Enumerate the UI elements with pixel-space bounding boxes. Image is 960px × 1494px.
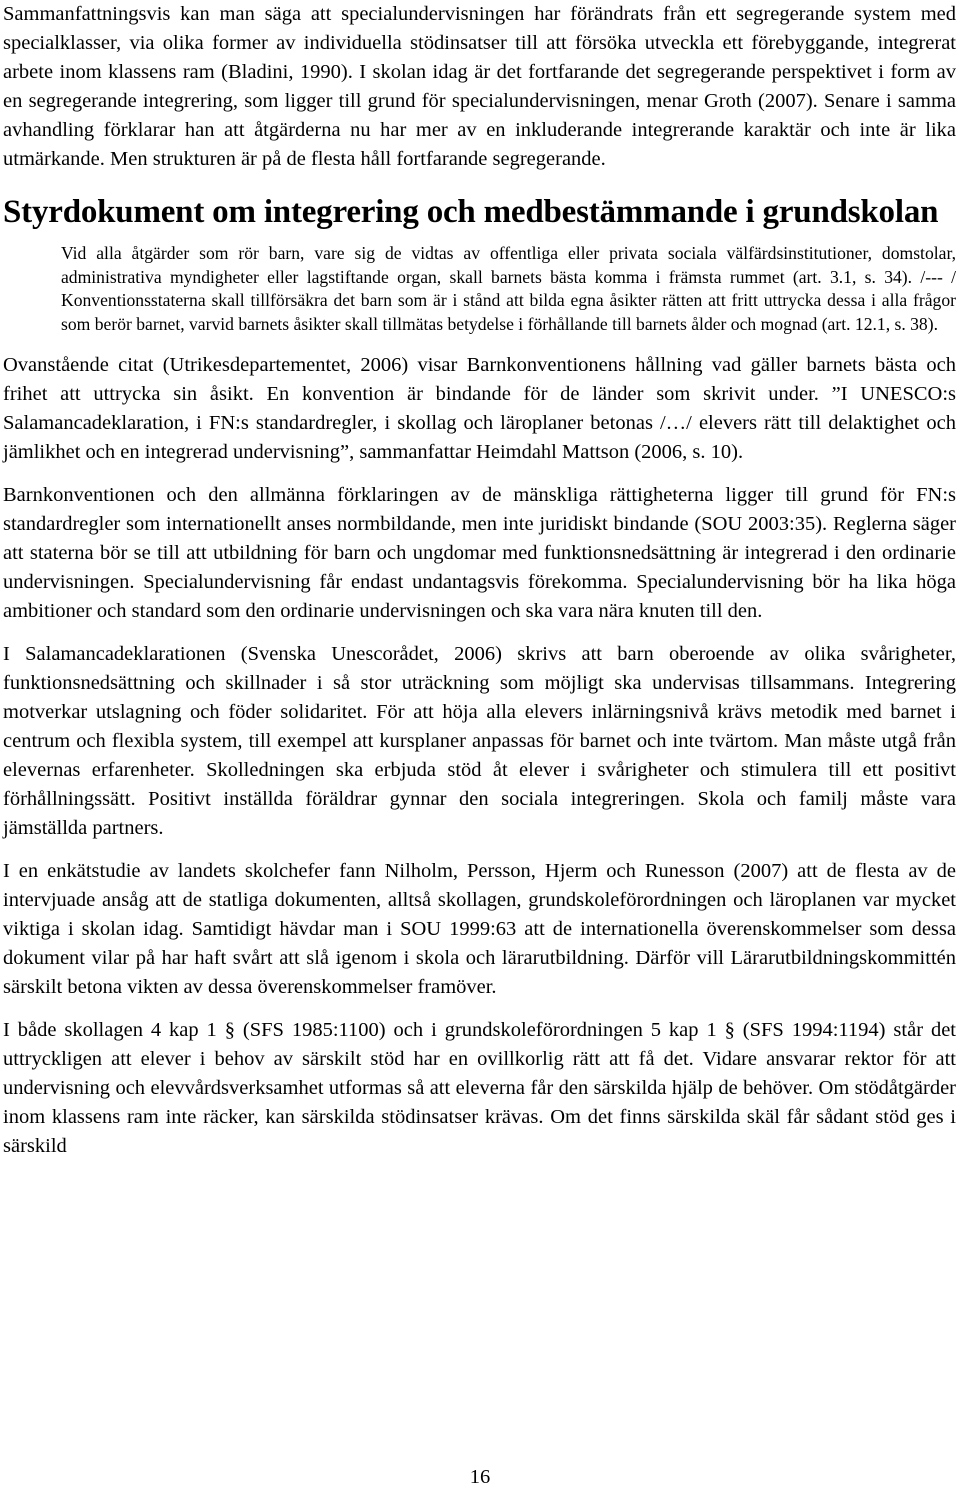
paragraph-skollagen: I både skollagen 4 kap 1 § (SFS 1985:1100) och i grundskoleförordningen 5 kap 1 § (SFS 1994:1194) står det uttryckligen att elever i behov av särskilt stöd har en ovillkorlig rätt att få det. Vidare ansvarar rektor för att undervisning och elevvårdsverksamhet utformas så att eleverna får den särskilda hjälp de behöver. Om stödåtgärder inom klassens ram inte räcker, kan särskilda stödinsatser krävas. Om det finns särskilda skäl får sådant stöd ges i särskild — [3, 1019, 956, 1157]
paragraph-salamancadeklarationen: I Salamancadeklarationen (Svenska Unescorådet, 2006) skrivs att barn oberoende av olika svårigheter, funktionsnedsättning och skillnader i så stor uträckning som möjligt ska undervisas tillsammans. Integrering motverkar utslagning och föder solidaritet. För att höja alla elevers inlärningsnivå krävs metodik med barnet i centrum och flexibla system, till exempel att kursplaner anpassas för barnet och inte tvärtom. Man måste utgå från elevernas erfarenheter. Skolledningen ska erbjuda stöd åt elever i svårigheter och stimulera till ett positivt förhållningssätt. Positivt inställda föräldrar gynnar den sociala integreringen. Skola och familj måste vara jämställda partners. — [3, 643, 956, 839]
intro-paragraph: Sammanfattningsvis kan man säga att specialundervisningen har förändrats från ett segregerande system med specialklasser, via olika former av individuella stödinsatser till att försöka utveckla ett förebyggande, integrerat arbete inom klassens ram (Bladini, 1990). I skolan idag är det fortfarande det segregerande perspektivet i form av en segregerande integrering, som ligger till grund för specialundervisningen, menar Groth (2007). Senare i samma avhandling förklarar han att åtgärderna nu har mer av en inkluderande integrerande karaktär och inte är lika utmärkande. Men strukturen är på de flesta håll fortfarande segregerande. — [3, 3, 956, 170]
paragraph-utrikesdepartementet: Ovanstående citat (Utrikesdepartementet, 2006) visar Barnkonventionens hållning vad gäller barnets bästa och frihet att uttrycka sin åsikt. En konvention är bindande för de länder som skrivit under. ”I UNESCO:s Salamancadeklaration, i FN:s standardregler, i skollag och läroplaner betonas /…/ elevers rätt till delaktighet och jämlikhet och en integrerad undervisning”, sammanfattar Heimdahl Mattson (2006, s. 10). — [3, 354, 956, 463]
paragraph-barnkonventionen: Barnkonventionen och den allmänna förklaringen av de mänskliga rättigheterna ligger till grund för FN:s standardregler som internationellt anses normbildande, men inte juridiskt bindande (SOU 2003:35). Reglerna säger att staterna bör se till att utbildning för barn och ungdomar med funktionsnedsättning är integrerad i den ordinarie undervisningen. Specialundervisning får endast undantagsvis förekomma. Specialundervisning bör ha lika höga ambitioner och standard som den ordinarie undervisningen och ska vara nära knuten till den. — [3, 484, 956, 622]
block-quote: Vid alla åtgärder som rör barn, vare sig de vidtas av offentliga eller privata sociala välfärdsinstitutioner, domstolar, administrativa myndigheter eller lagstiftande organ, skall barnets bästa komma i främsta rummet (art. 3.1, s. 34). /--- / Konventionsstaterna skall tillförsäkra det barn som är i stånd att bilda egna åsikter rätten att fritt uttrycka dessa i alla frågor som berör barnet, varvid barnets åsikter skall tillmätas betydelse i förhållande till barnets ålder och mognad (art. 12.1, s. 38). — [61, 243, 956, 334]
page-number: 16 — [469, 1466, 491, 1488]
document-page — [3, 0, 956, 1161]
section-heading: Styrdokument om integrering och medbestämmande i grundskolan — [3, 194, 939, 230]
paragraph-enkatstudie: I en enkätstudie av landets skolchefer fann Nilholm, Persson, Hjerm och Runesson (2007) att de flesta av de intervjuade ansåg att de statliga dokumenten, alltså skollagen, grundskoleförordningen och läroplanen var mycket viktiga i skolan idag. Samtidigt hävdar man i SOU 1999:63 att de internationella överenskommelser som dessa dokument vilar på har haft svårt att slå igenom i skola och lärarutbildning. Därför vill Lärarutbildningskommittén särskilt betona vikten av dessa överenskommelser framöver. — [3, 860, 956, 998]
